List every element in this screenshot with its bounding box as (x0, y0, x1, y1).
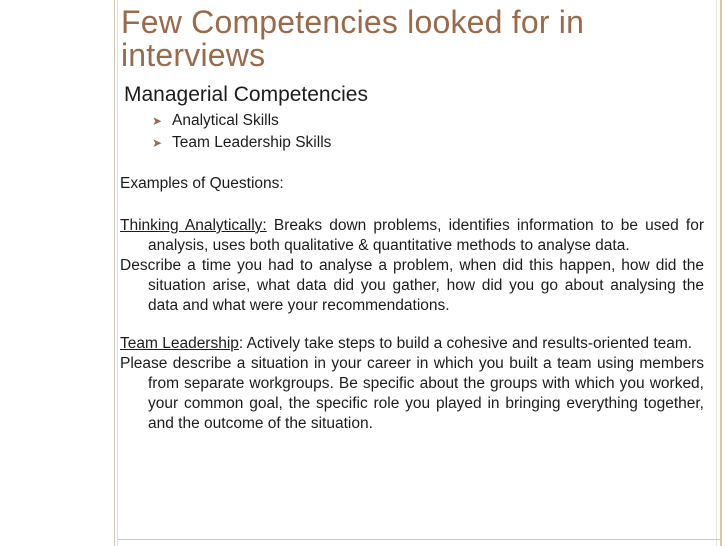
bullet-list (152, 110, 331, 154)
team-definition (120, 334, 704, 354)
bullet-text: Analytical Skills (172, 112, 279, 129)
thinking-question: Describe a time you had to analyse a problem, when did this happen, how did the situation arise, what data did you gather, how did you go about analysing the data and what were your recommendations. (120, 257, 704, 314)
team-label: Team Leadership (120, 335, 239, 352)
thinking-definition (120, 216, 704, 256)
bullet-text: Team Leadership Skills (172, 134, 332, 151)
examples-label: Examples of Questions: (120, 175, 284, 192)
slide-frame-bottom-line (118, 539, 722, 540)
team-text: : Actively take steps to build a cohesive and results-oriented team. (238, 335, 693, 352)
bullet-item (152, 110, 331, 132)
arrow-bullet-icon: ➤ (152, 114, 163, 128)
thinking-label: Thinking Analytically: (120, 217, 267, 234)
thinking-text: Breaks down problems, identifies information to be used for analysis, uses both qualitative & quantitative methods to analyse data. (148, 217, 705, 254)
section-heading: Managerial Competencies (124, 83, 368, 106)
slide-frame-left-line (114, 0, 115, 546)
slide-frame-right-inner-border (716, 0, 717, 546)
slide-frame-inner-line (117, 0, 118, 546)
bullet-item (152, 132, 331, 154)
slide-body (120, 174, 704, 434)
slide-frame-right-border (720, 0, 722, 546)
slide-title: Few Competencies looked for in interviews (121, 4, 585, 73)
team-question: Please describe a situation in your career in which you built a team using members from separate workgroups. Be specific about the groups with which you worked, your common goal, the specific role you played in bringing everything together, and the outcome of the situation. (120, 355, 704, 432)
arrow-bullet-icon: ➤ (152, 136, 163, 150)
